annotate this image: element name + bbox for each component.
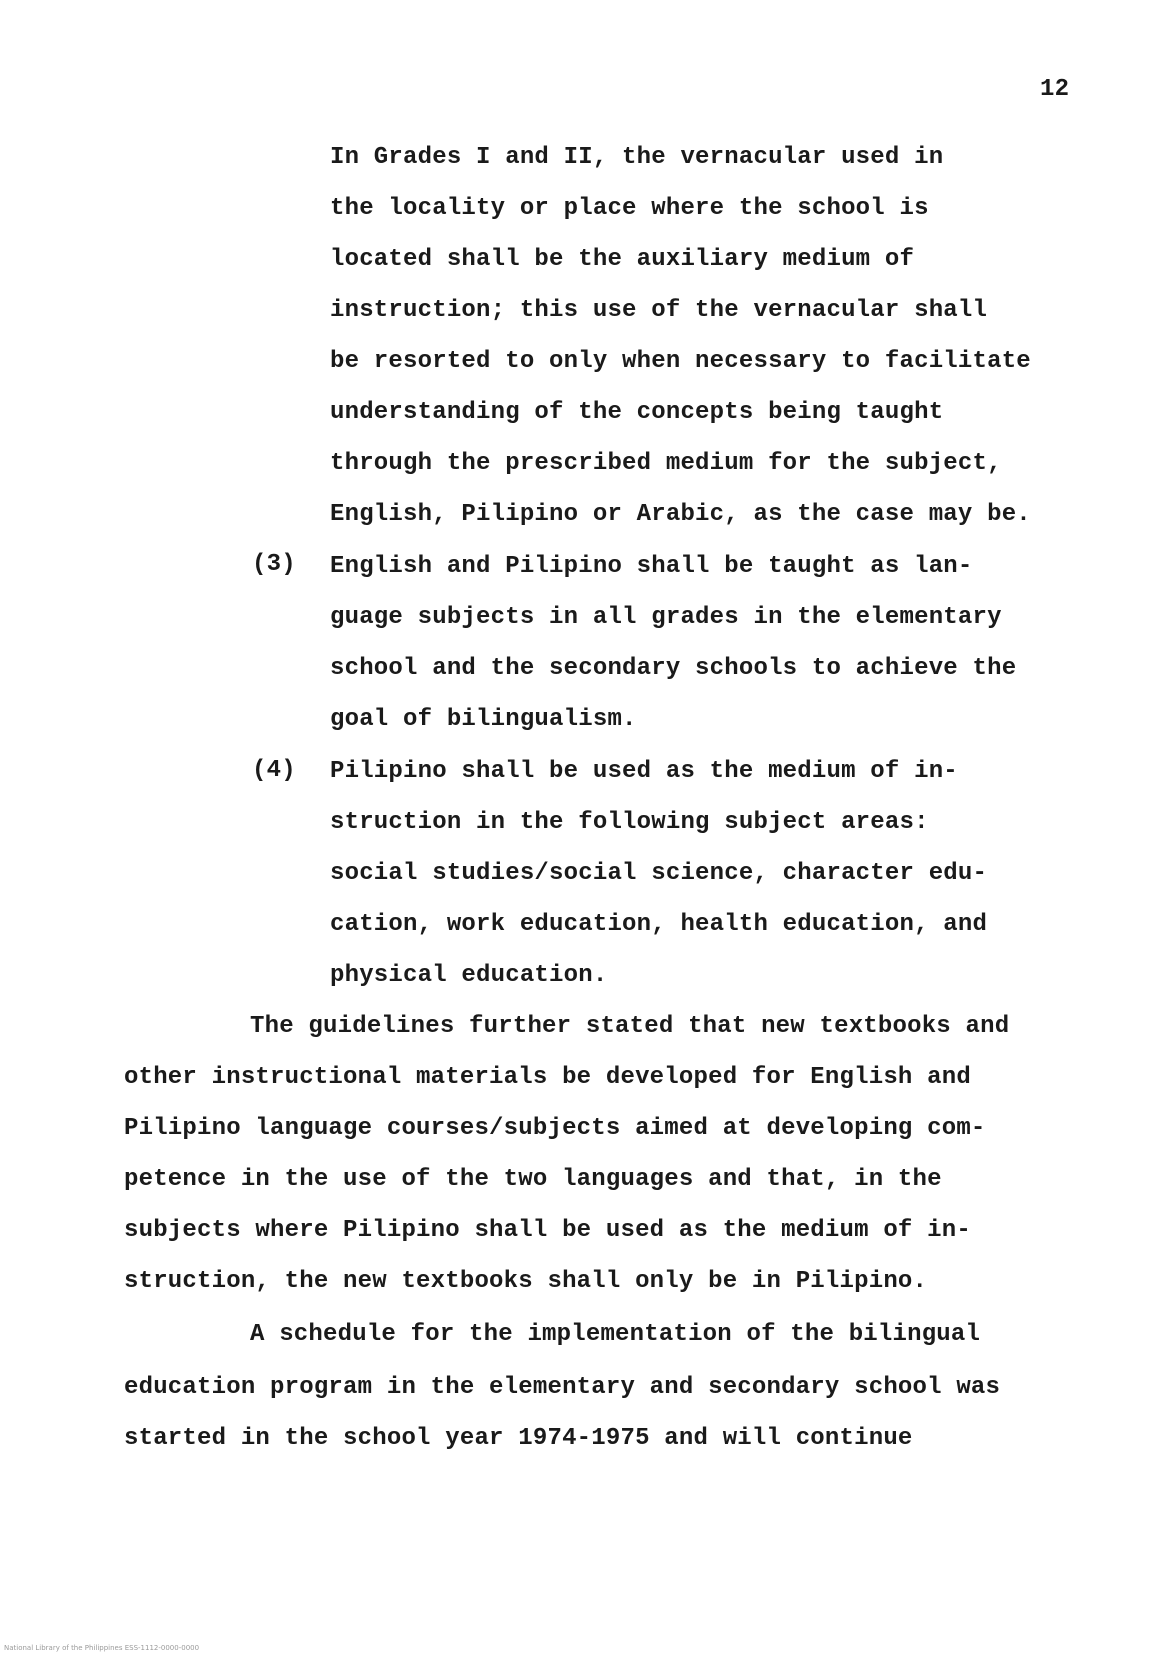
schedule-line-3: started in the school year 1974-1975 and will continue — [124, 1425, 913, 1452]
block-line-6: understanding of the concepts being taught — [330, 399, 944, 426]
item-3-line-4: goal of bilingualism. — [330, 706, 637, 733]
schedule-line-1: A schedule for the implementation of the bilingual — [250, 1321, 981, 1348]
block-line-1: In Grades I and II, the vernacular used in — [330, 144, 944, 171]
item-4-line-2: struction in the following subject areas: — [330, 809, 929, 836]
block-line-2: the locality or place where the school is — [330, 195, 929, 222]
schedule-line-2: education program in the elementary and secondary school was — [124, 1374, 1001, 1401]
block-line-5: be resorted to only when necessary to facilitate — [330, 348, 1031, 375]
guidelines-line-1: The guidelines further stated that new textbooks and — [250, 1013, 1010, 1040]
item-3-marker: (3) — [252, 551, 296, 578]
item-4-line-3: social studies/social science, character edu- — [330, 860, 988, 887]
item-4-line-5: physical education. — [330, 962, 608, 989]
block-line-8: English, Pilipino or Arabic, as the case may be. — [330, 501, 1031, 528]
guidelines-line-3: Pilipino language courses/subjects aimed at developing com- — [124, 1115, 986, 1142]
guidelines-line-6: struction, the new textbooks shall only be in Pilipino. — [124, 1268, 928, 1295]
item-4-marker: (4) — [252, 757, 296, 784]
item-3-line-1: English and Pilipino shall be taught as lan- — [330, 553, 973, 580]
scan-footer: National Library of the Philippines ESS-1112-0000-0000 — [4, 1644, 200, 1652]
item-3-line-3: school and the secondary schools to achieve the — [330, 655, 1017, 682]
block-line-3: located shall be the auxiliary medium of — [330, 246, 915, 273]
page-number: 12 — [1040, 76, 1070, 103]
block-line-7: through the prescribed medium for the subject, — [330, 450, 1002, 477]
item-4-line-1: Pilipino shall be used as the medium of in- — [330, 758, 958, 785]
guidelines-line-5: subjects where Pilipino shall be used as the medium of in- — [124, 1217, 971, 1244]
item-3-line-2: guage subjects in all grades in the elementary — [330, 604, 1002, 631]
guidelines-line-2: other instructional materials be developed for English and — [124, 1064, 971, 1091]
guidelines-line-4: petence in the use of the two languages and that, in the — [124, 1166, 942, 1193]
item-4-line-4: cation, work education, health education, and — [330, 911, 988, 938]
block-line-4: instruction; this use of the vernacular shall — [330, 297, 988, 324]
